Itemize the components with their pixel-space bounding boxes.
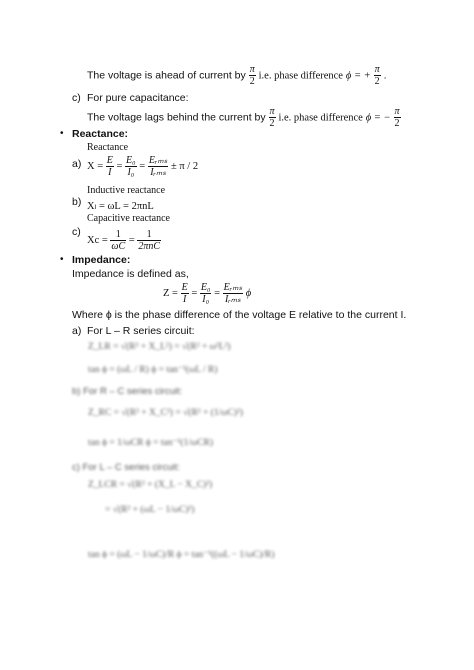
blurred-lc-heading: c) For L – C series circuit:: [72, 462, 180, 473]
voltage-ahead-text: The voltage is ahead of current by: [87, 69, 246, 82]
lr-series-heading: For L – R series circuit:: [87, 325, 195, 337]
blurred-rc-impedance: Z_RC = √(R² + X_C²) = √(R² + (1/ωC)²): [88, 408, 244, 418]
voltage-lags-text: The voltage lags behind the current by: [87, 111, 266, 124]
erms-over-irms: $\frac{\text{Eᵣₘₛ}}{\text{Iᵣₘₛ}}$: [148, 155, 168, 178]
reactance-b-marker: b): [72, 196, 82, 208]
blurred-rc-phase: tan ϕ = 1/ωCR ϕ = tan⁻¹(1/ωCR): [88, 438, 213, 448]
imp-e0-over-i0: $\frac{\text{E₀}}{\text{I₀}}$: [200, 282, 211, 305]
capacitive-reactance-label: Capacitive reactance: [87, 213, 170, 224]
blurred-lc-impedance: Z_LCR = √(R² + (X_L − X_C)²): [88, 480, 213, 490]
one-over-2pinc: $\frac{1}{\text{2πnC}}$: [138, 229, 161, 252]
reactance-heading: Reactance:: [72, 128, 129, 140]
ie-text: i.e. phase difference: [258, 70, 343, 82]
blurred-lc-phase: tan ϕ = (ωL − 1/ωC)/R ϕ = tan⁻¹((ωL − 1/ωC)/R): [88, 550, 275, 560]
phase-eq: ϕ = +: [345, 70, 371, 82]
reactance-equation: X = $\frac{E}{I}$ = $\frac{\text{E₀}}{\text{I₀}}$ = $\frac{\text{Eᵣₘₛ}}{\text{Iᵣₘₛ}}$ ± π / 2: [87, 155, 199, 178]
pi-over-2-fraction-3: $\frac{\pi}{2}$: [269, 106, 275, 129]
pi-over-2-fraction-4: $\frac{\pi}{2}$: [394, 106, 400, 129]
impedance-heading: Impedance:: [72, 254, 131, 266]
inductive-reactance-eq: Xₗ = ωL = 2πnL: [87, 201, 154, 212]
pi-over-2-fraction: $\frac{\pi}{2}$: [249, 64, 255, 87]
pi-over-2-fraction-2: $\frac{\pi}{2}$: [374, 64, 380, 87]
impedance-bullet: •: [60, 254, 64, 265]
blurred-lr-phase: tan ϕ = (ωL / R) ϕ = tan⁻¹(ωL / R): [88, 365, 218, 375]
e0-over-i0: $\frac{\text{E₀}}{\text{I₀}}$: [126, 155, 136, 178]
inductive-reactance-label: Inductive reactance: [87, 185, 166, 196]
reactance-c-marker: c): [72, 226, 81, 238]
blurred-lr-impedance: Z_LR = √(R² + X_L²) = √(R² + ω²L²): [88, 342, 231, 352]
blurred-rc-heading: b) For R – C series circuit:: [72, 386, 183, 397]
imp-erms-over-irms: $\frac{\text{Eᵣₘₛ}}{\text{Iᵣₘₛ}}$: [223, 282, 243, 305]
impedance-equation: Z = $\frac{E}{I}$ = $\frac{\text{E₀}}{\text{I₀}}$ = $\frac{\text{Eᵣₘₛ}}{\text{Iᵣₘₛ}}$ ϕ: [163, 282, 252, 305]
phase-where-text: Where ϕ is the phase difference of the voltage E relative to the current I.: [72, 309, 407, 321]
capacitive-reactance-eq: Xc = $\frac{1}{\omega C}$ = $\frac{1}{\text{2πnC}}$: [87, 229, 161, 252]
item-c-marker: c): [72, 92, 81, 104]
voltage-ahead-line: The voltage is ahead of current by $\frac{\pi}{2}$ i.e. phase difference ϕ = + $\frac{\pi}{2}$ .: [87, 64, 387, 87]
blurred-lc-impedance-2: = √(R² + (ωL − 1/ωC)²): [105, 505, 195, 515]
item-a-marker: a): [72, 325, 82, 337]
reactance-label: Reactance: [87, 142, 129, 153]
impedance-intro: Impedance is defined as,: [72, 268, 189, 280]
e-over-i: $\frac{E}{I}$: [106, 155, 113, 178]
item-c-heading: For pure capacitance:: [87, 92, 189, 104]
imp-e-over-i: $\frac{E}{I}$: [181, 282, 188, 305]
one-over-omega-c: $\frac{1}{\omega C}$: [111, 229, 126, 252]
reactance-bullet: •: [60, 128, 64, 139]
voltage-lags-line: The voltage lags behind the current by $\frac{\pi}{2}$ i.e. phase difference ϕ = − $\frac{\pi}{2}$: [87, 106, 400, 129]
reactance-a-marker: a): [72, 158, 82, 170]
